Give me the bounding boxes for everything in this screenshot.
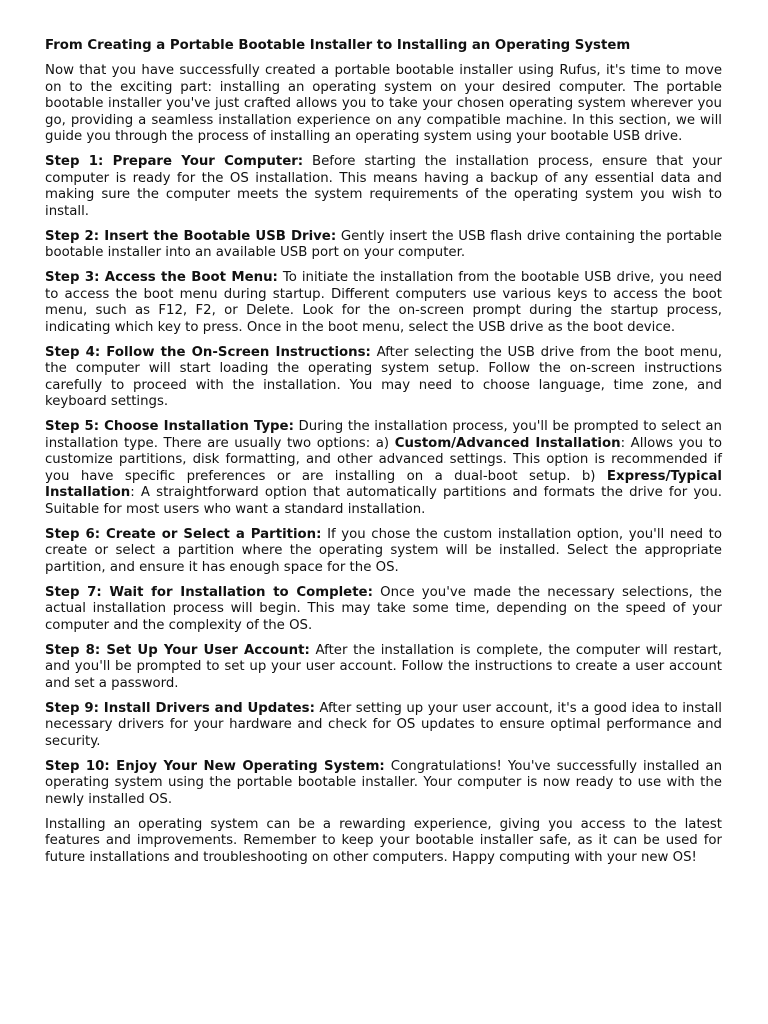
conclusion-paragraph: Installing an operating system can be a rewarding experience, giving you access to the latest features and improvements. Remember to keep your bootable installer safe, as it can be used for future installations and troubleshooting on other computers. Happy computing with your new OS! xyxy=(45,816,722,865)
document xyxy=(45,37,722,875)
step-10 xyxy=(45,759,722,809)
step-2 xyxy=(45,229,722,262)
step-label: Step 7: Wait for Installation to Complete: xyxy=(45,584,373,600)
step-label: Step 3: Access the Boot Menu: xyxy=(45,270,278,285)
step-label: Step 4: Follow the On-Screen Instructions: xyxy=(45,344,371,360)
step-text: Congratulations! You've successfully installed an operating system using the portable bootable installer. Your computer is now ready to use with the newly installed OS. xyxy=(45,758,722,807)
step-text: After setting up your user account, it's a good idea to install necessary drivers for your hardware and check for OS updates to ensure optimal performance and security. xyxy=(45,700,722,749)
step-label: Step 10: Enjoy Your New Operating System: xyxy=(45,758,385,774)
option-b-text: : A straightforward option that automatically partitions and formats the drive for you. Suitable for most users who want a standard installation. xyxy=(45,485,722,517)
step-label: Step 8: Set Up Your User Account: xyxy=(45,642,310,658)
step-label: Step 2: Insert the Bootable USB Drive: xyxy=(45,228,337,244)
intro-paragraph: Now that you have successfully created a portable bootable installer using Rufus, it's time to move on to the exciting part: installing an operating system on your desired computer. The portable bootable installer you've just crafted allows you to take your chosen operating system wherever you go, providing a seamless installation experience on any compatible machine. In this section, we will guide you through the process of installing an operating system using your bootable USB drive. xyxy=(45,63,722,144)
step-9 xyxy=(45,701,722,751)
step-text: If you chose the custom installation option, you'll need to create or select a partition where the operating system will be installed. Select the appropriate partition, and ensure it has enough space for the OS. xyxy=(45,526,722,575)
step-text: During the installation process, you'll be prompted to select an installation type. There are usually two options: a) xyxy=(45,419,722,451)
step-4 xyxy=(45,345,722,411)
step-text: Gently insert the USB flash drive containing the portable bootable installer into an available USB port on your computer. xyxy=(45,228,722,260)
step-text: After selecting the USB drive from the boot menu, the computer will start loading the operating system setup. Follow the on-screen instructions carefully to proceed with the installation. You may need to choose language, time zone, and keyboard settings. xyxy=(45,344,723,409)
step-6 xyxy=(45,527,722,577)
step-label: Step 9: Install Drivers and Updates: xyxy=(45,700,315,716)
step-label: Step 1: Prepare Your Computer: xyxy=(45,154,304,169)
step-label: Step 6: Create or Select a Partition: xyxy=(45,526,322,542)
option-b-label: Express/Typical Installation xyxy=(45,468,722,500)
step-text: After the installation is complete, the computer will restart, and you'll be prompted to set up your user account. Follow the instructions to create a user account and set a password. xyxy=(45,642,722,691)
step-7 xyxy=(45,585,722,635)
step-5 xyxy=(45,419,722,518)
step-1 xyxy=(45,154,722,220)
option-a-text: : Allows you to customize partitions, disk formatting, and other advanced settings. This option is recommended if you have specific preferences or are installing on a dual-boot setup. b) xyxy=(45,435,722,484)
step-text: Before starting the installation process, ensure that your computer is ready for the OS installation. This means having a backup of any essential data and making sure the computer meets the system requirements of the operating system you wish to install. xyxy=(45,154,722,219)
step-3 xyxy=(45,270,722,336)
step-text: To initiate the installation from the bootable USB drive, you need to access the boot menu during startup. Different computers use various keys to access the boot menu, such as F12, F2, or Delete. Look for the on-screen prompt during the startup process, indicating which key to press. Once in the boot menu, select the USB drive as the boot device. xyxy=(45,270,722,335)
step-8 xyxy=(45,643,722,693)
option-a-label: Custom/Advanced Installation xyxy=(394,435,621,451)
document-title: From Creating a Portable Bootable Installer to Installing an Operating System xyxy=(45,38,631,53)
step-text: Once you've made the necessary selections, the actual installation process will begin. This may take some time, depending on the speed of your computer and the complexity of the OS. xyxy=(45,584,722,633)
step-label: Step 5: Choose Installation Type: xyxy=(45,419,294,434)
